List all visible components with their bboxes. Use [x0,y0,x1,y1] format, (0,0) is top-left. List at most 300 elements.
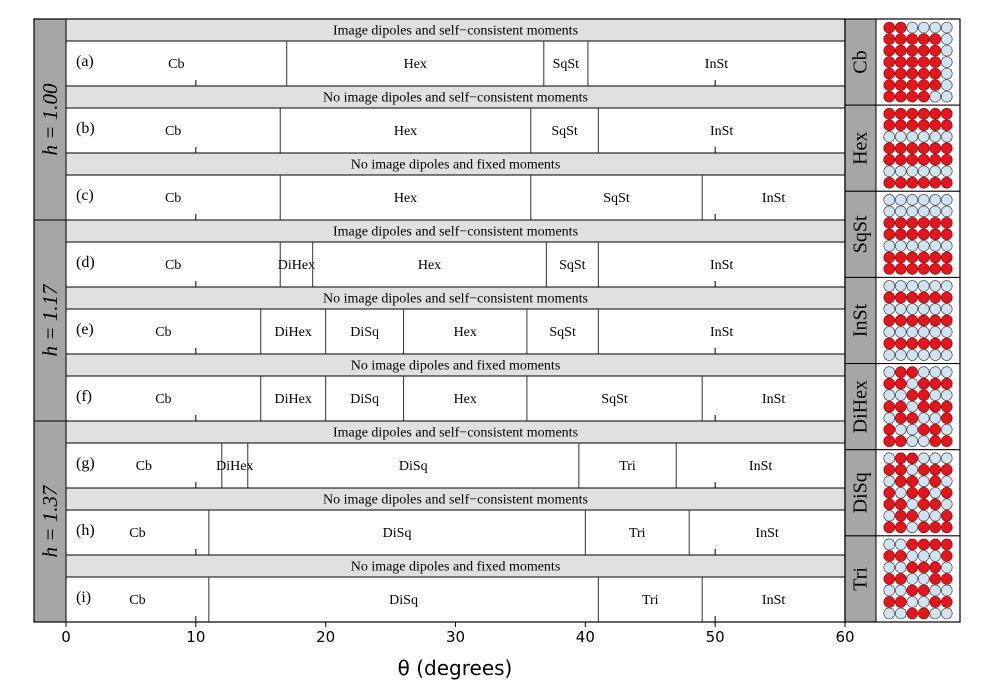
phase-label: Tri [628,526,646,541]
particle-up [895,413,906,424]
particle-down [941,350,952,361]
particle-up [941,464,952,475]
phase-label: DiSq [398,459,428,474]
phase-label: DiSq [350,325,380,340]
particle-up [884,57,895,68]
phase-label: Cb [155,392,172,407]
particle-up [941,338,952,349]
condition-label: No image dipoles and self−consistent moments [323,90,588,106]
particle-down [907,22,918,33]
particle-up [895,367,906,378]
particle-up [941,539,952,550]
particle-down [918,596,929,607]
particle-down [930,550,941,561]
particle-up [895,464,906,475]
particle-up [907,338,918,349]
particle-up [895,510,906,521]
phase-label: DiHex [216,459,254,474]
panel-id-label: (i) [76,589,92,606]
particle-down [907,401,918,412]
particle-up [907,45,918,56]
particle-up [930,562,941,573]
particle-up [907,367,918,378]
phase-bar [66,443,845,488]
particle-up [895,252,906,263]
x-tick-label: 30 [445,628,466,646]
particle-down [941,57,952,68]
particle-up [930,499,941,510]
particle-up [884,154,895,165]
legend-label: Hex [849,131,872,165]
particle-down [918,350,929,361]
phase-label: Cb [164,191,182,206]
phase-label: SqSt [549,325,576,340]
particle-up [918,34,929,45]
phase-label: Hex [393,191,418,206]
particle-down [918,194,929,205]
particle-down [941,476,952,487]
phase-label: Hex [453,325,477,340]
panel-h [66,488,845,555]
particle-down [941,327,952,338]
panel-i [66,555,845,622]
particle-down [884,510,895,521]
particle-up [884,177,895,188]
condition-label: No image dipoles and fixed moments [350,358,561,374]
particle-down [884,304,895,315]
particle-down [930,22,941,33]
legend-label: Tri [849,567,872,591]
particle-up [930,573,941,584]
particle-down [930,131,941,142]
phase-label: InSt [709,325,734,340]
particle-down [941,304,952,315]
particle-up [930,263,941,274]
particle-up [907,562,918,573]
particle-down [941,34,952,45]
particle-down [895,608,906,619]
particle-down [941,91,952,102]
phase-label: InSt [755,526,779,541]
particle-up [941,522,952,533]
phase-label: InSt [704,57,729,72]
particle-up [918,424,929,435]
panel-c [66,153,845,220]
phase-label: Tri [641,593,659,608]
particle-up [907,252,918,263]
particle-up [884,292,895,303]
condition-label: Image dipoles and self−consistent moments [332,425,579,441]
phase-label: DiSq [382,526,412,541]
particle-down [907,194,918,205]
particle-up [918,108,929,119]
particle-up [941,263,952,274]
panel-a [66,19,845,86]
phase-label: Cb [135,459,153,474]
particle-up [895,45,906,56]
particle-down [895,327,906,338]
particle-down [930,585,941,596]
particle-up [941,292,952,303]
particle-up [884,487,895,498]
particle-down [930,91,941,102]
panel-id-label: (h) [76,522,95,539]
particle-down [930,413,941,424]
particle-down [918,281,929,292]
particle-up [918,338,929,349]
particle-up [930,315,941,326]
particle-up [930,120,941,131]
x-tick-label: 10 [186,628,206,646]
particle-up [918,499,929,510]
particle-up [930,378,941,389]
particle-down [941,281,952,292]
particle-up [941,108,952,119]
particle-down [941,424,952,435]
particle-up [907,315,918,326]
particle-down [907,350,918,361]
particle-up [930,108,941,119]
particle-up [895,378,906,389]
particle-up [884,34,895,45]
particle-up [941,177,952,188]
phase-label: DiSq [350,392,380,407]
particle-up [907,539,918,550]
particle-up [895,315,906,326]
particle-up [930,522,941,533]
group-2 [34,220,845,421]
particle-down [930,390,941,401]
particle-up [918,390,929,401]
particle-down [941,453,952,464]
particle-down [884,476,895,487]
particle-up [930,68,941,79]
particle-up [895,263,906,274]
particle-up [918,378,929,389]
x-tick-label: 40 [575,628,595,646]
legend-label: Cb [849,50,872,74]
particle-down [941,585,952,596]
particle-down [930,281,941,292]
particle-down [907,550,918,561]
particle-up [895,108,906,119]
particle-up [895,401,906,412]
particle-up [918,57,929,68]
particle-up [941,413,952,424]
particle-up [941,596,952,607]
particle-up [895,80,906,91]
particle-up [918,263,929,274]
particle-up [930,217,941,228]
particle-down [895,390,906,401]
phase-label: SqSt [601,392,628,407]
particle-down [941,390,952,401]
particle-up [884,424,895,435]
particle-down [918,436,929,447]
particle-up [895,177,906,188]
legend-inst [845,277,960,363]
legend-label: DiHex [849,379,872,434]
particle-up [884,91,895,102]
particle-up [895,57,906,68]
particle-up [884,45,895,56]
particle-down [884,608,895,619]
particle-down [918,550,929,561]
particle-down [895,194,906,205]
legend-tri [845,536,960,622]
particle-up [907,453,918,464]
particle-up [907,68,918,79]
particle-down [941,367,952,378]
particle-down [907,281,918,292]
particle-up [941,154,952,165]
particle-up [907,120,918,131]
group-1 [34,19,845,220]
particle-down [941,206,952,217]
particle-up [895,34,906,45]
phase-bar [66,577,845,622]
particle-up [941,573,952,584]
particle-down [884,413,895,424]
particle-up [941,315,952,326]
particle-down [884,281,895,292]
particle-down [895,350,906,361]
particle-down [884,327,895,338]
phase-label: Hex [403,57,427,72]
phase-label: Cb [164,124,182,139]
particle-down [895,166,906,177]
condition-label: Image dipoles and self−consistent moments [332,224,579,240]
particle-down [884,585,895,596]
particle-down [895,240,906,251]
particle-down [907,499,918,510]
group-label: h = 1.17 [38,284,62,357]
phase-label: InSt [709,124,734,139]
panel-id-label: (b) [76,120,95,137]
particle-up [918,143,929,154]
phase-label: Cb [168,57,185,72]
particle-up [884,499,895,510]
particle-down [907,436,918,447]
panel-f [66,354,845,421]
particle-up [907,154,918,165]
x-tick-label: 20 [316,628,336,646]
particle-up [884,315,895,326]
phase-label: DiHex [274,325,312,340]
legend-cb [845,19,960,105]
phase-bar [66,510,845,555]
particle-down [918,367,929,378]
particle-up [907,585,918,596]
panel-id-label: (f) [76,388,92,405]
particle-down [918,240,929,251]
particle-up [941,120,952,131]
particle-up [895,596,906,607]
particle-down [895,304,906,315]
phase-label: DiHex [277,258,316,273]
particle-up [895,143,906,154]
panel-id-label: (e) [76,321,94,338]
particle-up [884,464,895,475]
particle-down [907,378,918,389]
legend-sqst [845,191,960,277]
particle-up [884,229,895,240]
particle-up [930,424,941,435]
particle-up [918,229,929,240]
particle-down [941,194,952,205]
particle-up [918,487,929,498]
particle-up [884,22,895,33]
particle-up [895,154,906,165]
particle-down [941,166,952,177]
particle-down [930,608,941,619]
particle-down [930,166,941,177]
particle-up [895,436,906,447]
particle-down [918,476,929,487]
group-3 [34,421,845,622]
particle-up [884,378,895,389]
phase-label: SqSt [552,57,580,72]
particle-up [930,464,941,475]
legend-dihex [845,364,960,450]
particle-up [918,292,929,303]
particle-up [884,338,895,349]
particle-down [941,562,952,573]
particle-up [907,413,918,424]
particle-down [884,166,895,177]
particle-up [918,315,929,326]
particle-down [895,487,906,498]
particle-up [907,390,918,401]
particle-down [930,194,941,205]
phase-label: SqSt [551,124,578,139]
particle-up [918,608,929,619]
particle-up [941,487,952,498]
particle-down [930,453,941,464]
phase-label: DiHex [274,392,312,407]
particle-up [918,91,929,102]
particle-up [884,436,895,447]
particle-up [930,401,941,412]
particle-down [884,240,895,251]
particle-up [930,476,941,487]
particle-up [930,292,941,303]
particle-up [907,217,918,228]
panel-d [66,220,845,287]
particle-up [930,252,941,263]
particle-up [884,108,895,119]
particle-down [907,240,918,251]
panel-g [66,421,845,488]
particle-up [895,68,906,79]
particle-up [930,436,941,447]
particle-up [884,217,895,228]
particle-down [884,350,895,361]
particle-down [930,510,941,521]
x-axis [61,622,854,646]
particle-up [930,596,941,607]
particle-down [884,206,895,217]
particle-down [907,596,918,607]
particle-up [907,177,918,188]
particle-down [884,367,895,378]
phase-label: InSt [761,392,786,407]
particle-up [930,143,941,154]
particle-down [907,522,918,533]
particle-up [918,562,929,573]
particle-up [941,252,952,263]
particle-up [930,338,941,349]
particle-down [930,487,941,498]
particle-down [918,166,929,177]
particle-up [918,464,929,475]
particle-down [930,240,941,251]
phase-bar [66,175,845,220]
particle-down [918,131,929,142]
particle-up [930,154,941,165]
particle-up [918,177,929,188]
particle-up [907,80,918,91]
particle-up [907,57,918,68]
particle-up [907,229,918,240]
particle-up [930,539,941,550]
particle-down [907,464,918,475]
particle-up [930,229,941,240]
particle-up [918,68,929,79]
particle-down [930,304,941,315]
phase-label: Cb [155,325,172,340]
particle-down [907,131,918,142]
particle-up [895,217,906,228]
particle-down [918,327,929,338]
particle-up [918,585,929,596]
particle-up [895,550,906,561]
panel-id-label: (c) [76,187,94,204]
particle-up [918,217,929,228]
particle-down [895,281,906,292]
particle-up [907,476,918,487]
particle-up [884,80,895,91]
particle-up [941,378,952,389]
particle-down [895,424,906,435]
particle-down [884,390,895,401]
particle-down [884,194,895,205]
condition-label: No image dipoles and fixed moments [350,157,561,173]
particle-down [918,453,929,464]
particle-up [907,510,918,521]
particle-down [895,562,906,573]
phase-label: SqSt [603,191,630,206]
particle-up [918,401,929,412]
particle-up [941,401,952,412]
particle-up [895,120,906,131]
particle-up [895,499,906,510]
particle-down [884,453,895,464]
panel-id-label: (a) [76,53,94,70]
particle-up [930,80,941,91]
particle-down [895,206,906,217]
panel-b [66,86,845,153]
particle-up [930,45,941,56]
particle-up [907,608,918,619]
phase-label: SqSt [559,258,586,273]
particle-up [918,522,929,533]
legend-hex [845,105,960,191]
condition-label: No image dipoles and self−consistent moments [323,492,588,508]
phase-label: InSt [761,593,786,608]
particle-down [884,562,895,573]
particle-up [907,292,918,303]
